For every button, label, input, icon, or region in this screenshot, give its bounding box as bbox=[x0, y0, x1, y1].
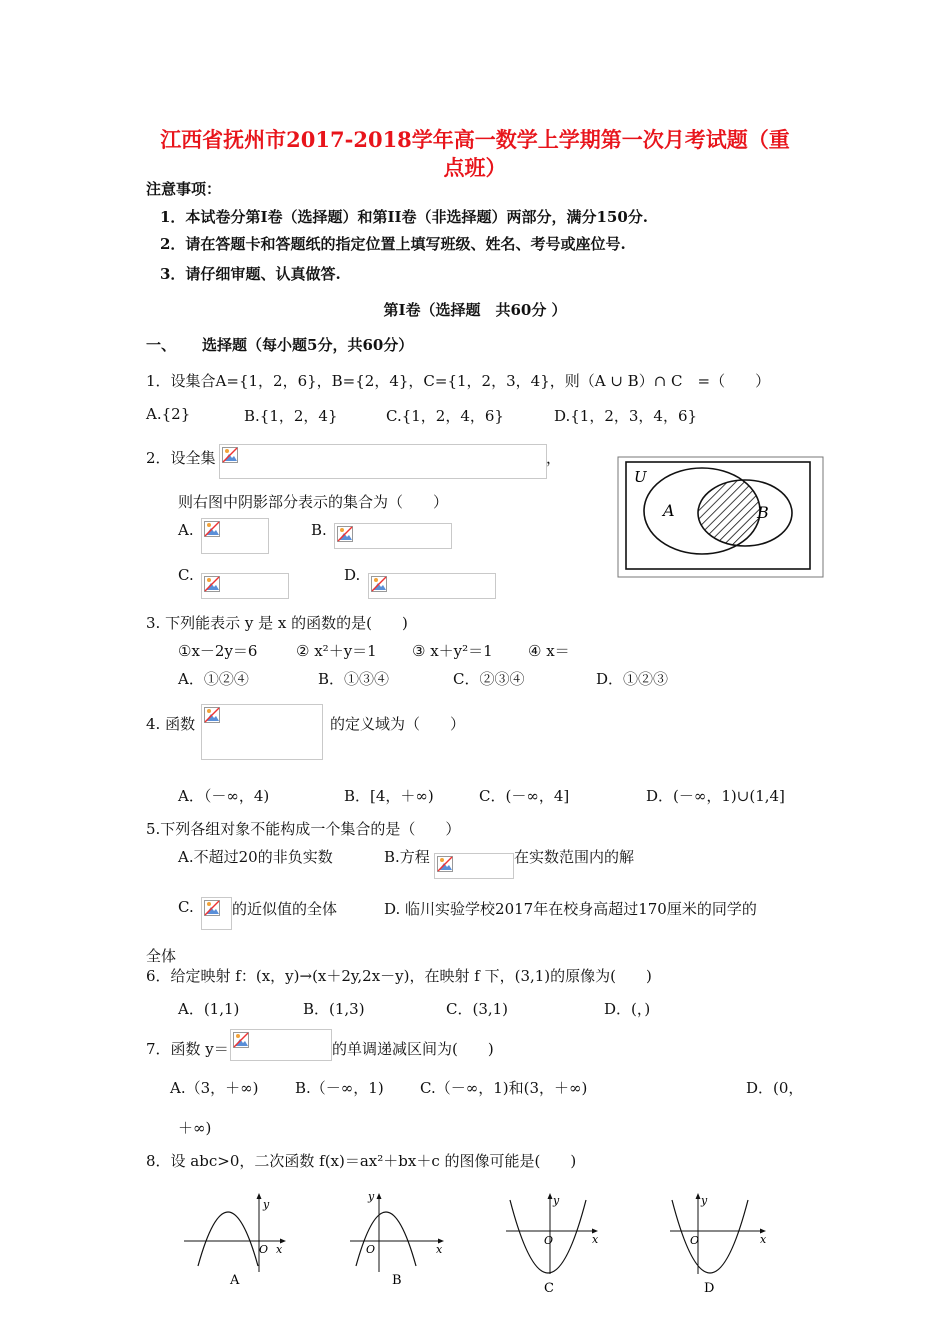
q1-option-c: C.{1，2，4，6} bbox=[386, 407, 504, 425]
q3-item-1: ①x－2y＝6 bbox=[178, 642, 258, 660]
q6-option-b: B．(1,3) bbox=[303, 1000, 365, 1018]
notice-item-2: 2．请在答题卡和答题纸的指定位置上填写班级、姓名、考号或座位号. bbox=[160, 235, 626, 253]
notice-item-3: 3．请仔细审题、认真做答. bbox=[160, 265, 341, 283]
y-axis-arrow bbox=[377, 1193, 382, 1199]
origin-label: O bbox=[544, 1234, 554, 1247]
broken-image-icon bbox=[204, 900, 220, 916]
q3-option-b: B．①③④ bbox=[318, 670, 390, 688]
broken-image-icon bbox=[233, 1032, 249, 1048]
y-axis-arrow bbox=[257, 1193, 262, 1199]
q8-graph-a bbox=[180, 1186, 290, 1290]
q1-option-b: B.{1，2，4} bbox=[244, 407, 338, 425]
y-axis-arrow bbox=[696, 1193, 701, 1199]
q4-option-c: C．(－∞，4] bbox=[479, 787, 570, 805]
q5-option-d-cont: 全体 bbox=[146, 947, 177, 965]
q7-stem-prefix: 7．函数 y＝ bbox=[146, 1040, 229, 1058]
venn-label-u: U bbox=[634, 468, 647, 486]
q5-option-b-image bbox=[434, 853, 514, 879]
q2-option-d-image bbox=[368, 573, 496, 599]
q1-option-d: D.{1，2，3，4，6} bbox=[554, 407, 698, 425]
q3-option-a: A．①②④ bbox=[178, 670, 249, 688]
x-axis-label: x bbox=[276, 1243, 283, 1256]
graph-label: A bbox=[230, 1273, 240, 1288]
q5-option-b-prefix: B.方程 bbox=[384, 848, 430, 866]
venn-label-b: B bbox=[757, 503, 769, 522]
section1-number: 一、 bbox=[146, 336, 177, 354]
q4-stem-suffix: 的定义域为（ ） bbox=[330, 715, 466, 733]
origin-label: O bbox=[259, 1243, 269, 1256]
origin-label: O bbox=[690, 1234, 700, 1247]
q4-stem-prefix: 4. 函数 bbox=[146, 715, 196, 733]
notice-heading: 注意事项： bbox=[146, 180, 222, 198]
broken-image-icon bbox=[204, 707, 220, 723]
q2-option-a: A. bbox=[178, 521, 194, 539]
q7-stem-suffix: 的单调递减区间为( ) bbox=[332, 1040, 494, 1058]
q6-option-d: D．(，) bbox=[604, 1000, 651, 1018]
q5-option-c-prefix: C. bbox=[178, 898, 194, 916]
broken-image-icon bbox=[204, 521, 220, 537]
y-axis-label: y bbox=[553, 1194, 560, 1207]
q5-option-c-image bbox=[201, 897, 232, 930]
q4-option-d: D．(－∞，1)∪(1,4] bbox=[646, 787, 785, 805]
q2-stem-prefix: 2．设全集 bbox=[146, 449, 216, 467]
q4-option-a: A．（－∞，4) bbox=[178, 787, 270, 805]
q1-stem: 1．设集合A={1，2，6}，B={2，4}，C={1，2，3，4}，则（A ∪ B）∩ C =（ ） bbox=[146, 372, 771, 390]
y-axis-label: y bbox=[368, 1190, 375, 1203]
q8-graph-c bbox=[500, 1186, 610, 1296]
page-title-cont: 点班） bbox=[443, 155, 507, 180]
q3-item-2: ② x²＋y＝1 bbox=[296, 642, 377, 660]
q6-stem: 6．给定映射 f：(x，y)→(x＋2y,2x－y)，在映射 f 下，(3,1)的原像为( ) bbox=[146, 967, 652, 985]
q7-option-d: D．(0， bbox=[746, 1079, 804, 1097]
q4-formula-image bbox=[201, 704, 323, 760]
x-axis-label: x bbox=[592, 1233, 599, 1246]
q5-option-c-suffix: 的近似值的全体 bbox=[232, 900, 338, 918]
broken-image-icon bbox=[371, 576, 387, 592]
q4-option-b: B．[4，＋∞) bbox=[344, 787, 434, 805]
q3-item-4: ④ x＝ bbox=[528, 642, 570, 660]
q5-option-d: D. 临川实验学校2017年在校身高超过170厘米的同学的 bbox=[384, 900, 757, 918]
q6-option-c: C．(3,1) bbox=[446, 1000, 509, 1018]
x-axis-label: x bbox=[436, 1243, 443, 1256]
q2-option-b: B. bbox=[311, 521, 327, 539]
q7-option-b: B.（－∞，1) bbox=[295, 1079, 384, 1097]
q3-option-d: D．①②③ bbox=[596, 670, 669, 688]
notice-item-1: 1．本试卷分第Ⅰ卷（选择题）和第II卷（非选择题）两部分，满分150分. bbox=[160, 208, 649, 226]
broken-image-icon bbox=[222, 447, 238, 463]
section1-label: 选择题（每小题5分，共60分） bbox=[202, 336, 414, 354]
origin-label: O bbox=[366, 1243, 376, 1256]
q5-option-a: A.不超过20的非负实数 bbox=[178, 848, 333, 866]
venn-diagram bbox=[617, 456, 824, 578]
q8-graph-b bbox=[346, 1186, 456, 1290]
q8-stem: 8．设 abc>0，二次函数 f(x)＝ax²＋bx＋c 的图像可能是( ) bbox=[146, 1152, 577, 1170]
parabola bbox=[198, 1212, 258, 1266]
x-axis-label: x bbox=[760, 1233, 767, 1246]
q2-option-d: D. bbox=[344, 566, 361, 584]
q2-stem-line2: 则右图中阴影部分表示的集合为（ ） bbox=[178, 493, 449, 511]
y-axis-label: y bbox=[701, 1194, 708, 1207]
q8-graph-d bbox=[664, 1186, 774, 1296]
q2-option-a-image bbox=[201, 518, 269, 554]
y-axis-arrow bbox=[548, 1193, 553, 1199]
q7-option-d-cont: ＋∞) bbox=[178, 1119, 212, 1137]
q2-stem-suffix: ， bbox=[546, 449, 562, 467]
q6-option-a: A．(1,1) bbox=[178, 1000, 240, 1018]
graph-label: C bbox=[544, 1281, 554, 1296]
q3-stem: 3. 下列能表示 y 是 x 的函数的是( ) bbox=[146, 614, 408, 632]
graph-label: B bbox=[392, 1273, 402, 1288]
q7-option-c: C.（－∞，1)和(3，＋∞) bbox=[420, 1079, 588, 1097]
part1-heading: 第Ⅰ卷（选择题 共60分 ） bbox=[383, 301, 567, 319]
q5-stem: 5.下列各组对象不能构成一个集合的是（ ） bbox=[146, 820, 461, 838]
q3-option-c: C．②③④ bbox=[453, 670, 525, 688]
venn-label-a: A bbox=[663, 501, 675, 520]
broken-image-icon bbox=[437, 856, 453, 872]
q5-option-b-suffix: 在实数范围内的解 bbox=[514, 848, 635, 866]
parabola bbox=[356, 1212, 416, 1266]
broken-image-icon bbox=[204, 576, 220, 592]
parabola bbox=[672, 1200, 748, 1273]
q7-option-a: A.（3，＋∞) bbox=[170, 1079, 259, 1097]
q2-option-b-image bbox=[334, 523, 452, 549]
q7-formula-image bbox=[230, 1029, 332, 1061]
broken-image-icon bbox=[337, 526, 353, 542]
q2-formula-image bbox=[219, 444, 547, 479]
graph-label: D bbox=[704, 1281, 715, 1296]
q2-option-c-image bbox=[201, 573, 289, 599]
q3-item-3: ③ x＋y²＝1 bbox=[412, 642, 493, 660]
page-title: 江西省抚州市2017-2018学年高一数学上学期第一次月考试题（重 bbox=[160, 127, 790, 152]
y-axis-label: y bbox=[263, 1198, 270, 1211]
q1-option-a: A.{2} bbox=[146, 405, 191, 423]
q2-option-c: C. bbox=[178, 566, 194, 584]
